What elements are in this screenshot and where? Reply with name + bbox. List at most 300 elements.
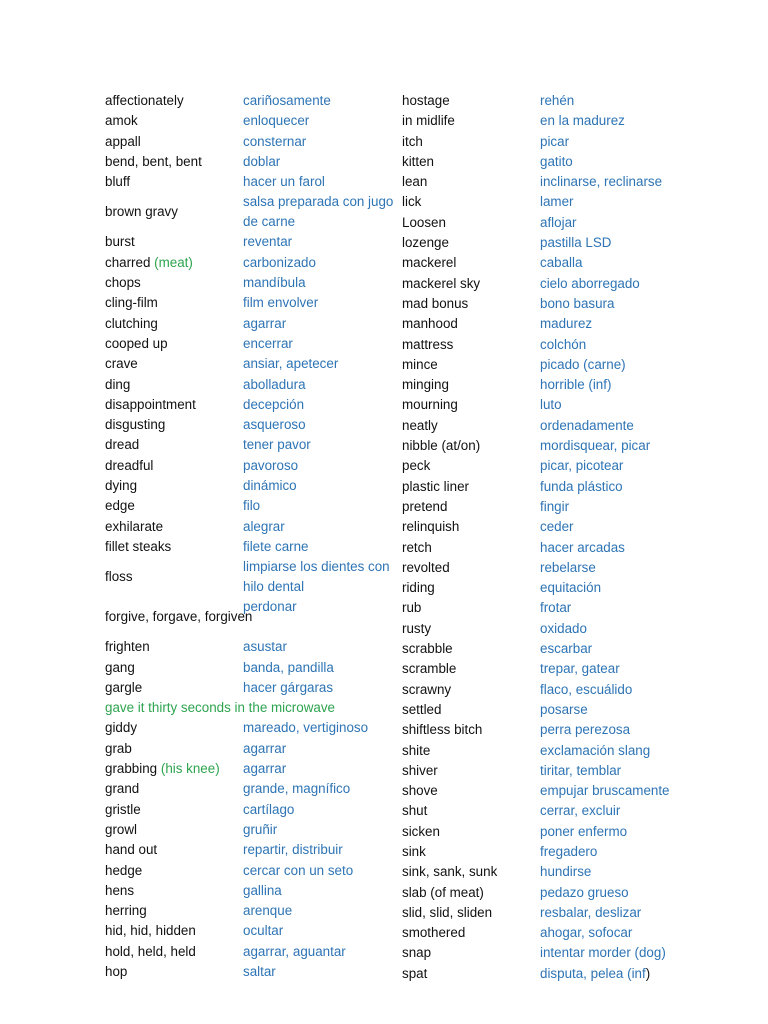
english-term bbox=[402, 659, 456, 679]
spanish-translation bbox=[540, 152, 573, 172]
spanish-translation bbox=[243, 718, 368, 738]
spanish-translation bbox=[243, 172, 325, 192]
spanish-translation bbox=[540, 903, 641, 923]
english-term bbox=[105, 820, 137, 840]
english-term-text: pretend bbox=[402, 498, 448, 514]
english-term-text: hand out bbox=[105, 842, 158, 858]
english-term bbox=[402, 801, 427, 821]
english-term bbox=[402, 152, 434, 172]
english-term-text: manhood bbox=[402, 316, 458, 332]
vocab-row bbox=[402, 720, 762, 740]
english-term bbox=[402, 720, 482, 740]
english-term-text: shite bbox=[402, 742, 431, 758]
spanish-translation-text: pastilla LSD bbox=[540, 235, 612, 251]
english-term-text: shiftless bitch bbox=[402, 722, 483, 738]
spanish-translation-text: alegrar bbox=[243, 518, 285, 534]
closing-paren: ) bbox=[645, 965, 651, 981]
spanish-translation-text: filete carne bbox=[243, 538, 309, 554]
english-term-text: brown gravy bbox=[105, 204, 178, 220]
english-term bbox=[105, 718, 137, 738]
spanish-translation bbox=[540, 111, 625, 131]
spanish-translation bbox=[540, 862, 591, 882]
english-term-text: rusty bbox=[402, 620, 432, 636]
english-term bbox=[105, 658, 135, 678]
spanish-translation-text: fregadero bbox=[540, 843, 598, 859]
english-term-text: spat bbox=[402, 965, 428, 981]
spanish-translation bbox=[540, 395, 562, 415]
spanish-translation-text: empujar bruscamente bbox=[540, 783, 670, 799]
english-term bbox=[105, 152, 202, 172]
spanish-translation bbox=[540, 822, 627, 842]
spanish-translation-text: reventar bbox=[243, 234, 293, 250]
spanish-translation bbox=[243, 537, 309, 557]
english-term-text: peck bbox=[402, 458, 431, 474]
spanish-translation bbox=[540, 416, 634, 436]
spanish-translation bbox=[540, 192, 573, 212]
spanish-translation-text: mandíbula bbox=[243, 275, 306, 291]
english-term-text: scrawny bbox=[402, 681, 452, 697]
spanish-translation bbox=[540, 456, 623, 476]
english-term bbox=[402, 822, 440, 842]
spanish-translation bbox=[243, 820, 277, 840]
english-term bbox=[105, 942, 196, 962]
spanish-translation bbox=[243, 901, 292, 921]
english-term bbox=[402, 274, 480, 294]
english-term bbox=[105, 232, 135, 252]
english-term-text: dread bbox=[105, 437, 140, 453]
english-term-text: grab bbox=[105, 740, 132, 756]
spanish-translation bbox=[540, 477, 623, 497]
english-term bbox=[402, 456, 430, 476]
spanish-translation bbox=[540, 314, 592, 334]
english-term-text: lean bbox=[402, 174, 428, 190]
english-term bbox=[105, 800, 141, 820]
english-term-text: revolted bbox=[402, 559, 450, 575]
english-term bbox=[402, 741, 430, 761]
english-term-text: sicken bbox=[402, 823, 440, 839]
vocab-row bbox=[402, 172, 762, 192]
spanish-translation-text: poner enfermo bbox=[540, 823, 628, 839]
spanish-translation bbox=[243, 840, 343, 860]
english-term-text: herring bbox=[105, 903, 147, 919]
vocab-row bbox=[402, 132, 762, 152]
spanish-translation-text: inclinarse, reclinarse bbox=[540, 174, 663, 190]
spanish-translation-text: lamer bbox=[540, 194, 574, 210]
spanish-translation-text: mordisquear, picar bbox=[540, 438, 651, 454]
vocab-row bbox=[402, 761, 762, 781]
english-term bbox=[402, 538, 432, 558]
spanish-translation bbox=[243, 800, 294, 820]
spanish-translation bbox=[243, 962, 276, 982]
english-term-text: disappointment bbox=[105, 396, 196, 412]
english-term bbox=[402, 375, 449, 395]
english-term-text: scramble bbox=[402, 661, 457, 677]
spanish-translation bbox=[243, 192, 403, 231]
spanish-translation-text: dinámico bbox=[243, 478, 297, 494]
vocab-row bbox=[402, 659, 762, 679]
vocab-row bbox=[402, 477, 762, 497]
spanish-translation bbox=[540, 355, 626, 375]
spanish-translation-text: aflojar bbox=[540, 214, 577, 230]
spanish-translation bbox=[540, 680, 632, 700]
spanish-translation-text: rehén bbox=[540, 93, 575, 108]
english-term-text: sink bbox=[402, 843, 426, 859]
spanish-translation-text: tiritar, temblar bbox=[540, 762, 622, 778]
english-term-text: minging bbox=[402, 377, 449, 393]
english-term bbox=[402, 680, 451, 700]
english-term-text: dreadful bbox=[105, 457, 154, 473]
vocab-row bbox=[402, 395, 762, 415]
spanish-translation bbox=[243, 658, 334, 678]
english-term-text: mince bbox=[402, 356, 438, 372]
vocab-row bbox=[402, 335, 762, 355]
vocab-row bbox=[402, 862, 762, 882]
spanish-translation bbox=[540, 578, 601, 598]
spanish-translation bbox=[540, 720, 630, 740]
english-term-text: exhilarate bbox=[105, 518, 164, 534]
spanish-translation-text: agarrar bbox=[243, 761, 287, 777]
context-note: (his knee) bbox=[160, 761, 220, 777]
spanish-translation bbox=[243, 132, 306, 152]
vocab-row bbox=[402, 842, 762, 862]
spanish-translation bbox=[243, 921, 283, 941]
spanish-translation-text: asustar bbox=[243, 639, 287, 655]
english-term bbox=[402, 923, 465, 943]
spanish-translation bbox=[243, 111, 309, 131]
english-term-text: smothered bbox=[402, 925, 466, 941]
vocabulary-column-right bbox=[402, 91, 762, 984]
spanish-translation-text: ahogar, sofocar bbox=[540, 925, 633, 941]
spanish-translation-text: cariñosamente bbox=[243, 93, 331, 108]
spanish-translation bbox=[243, 435, 311, 455]
english-term-text: clutching bbox=[105, 315, 158, 331]
vocab-row bbox=[402, 253, 762, 273]
english-term bbox=[402, 436, 480, 456]
english-term bbox=[402, 943, 431, 963]
spanish-translation-text: fingir bbox=[540, 498, 570, 514]
english-term bbox=[105, 314, 158, 334]
english-term bbox=[105, 698, 335, 718]
english-term-text: hop bbox=[105, 963, 128, 979]
spanish-translation-text: cercar con un seto bbox=[243, 862, 354, 878]
spanish-translation bbox=[540, 436, 650, 456]
spanish-translation bbox=[243, 232, 292, 252]
spanish-translation-text: perdonar bbox=[243, 599, 297, 615]
spanish-translation bbox=[243, 739, 286, 759]
english-term bbox=[105, 334, 168, 354]
vocab-row bbox=[402, 456, 762, 476]
english-term bbox=[402, 253, 456, 273]
english-term-text: hostage bbox=[402, 93, 450, 108]
english-term bbox=[105, 567, 133, 587]
spanish-translation-text: hundirse bbox=[540, 864, 592, 880]
english-term bbox=[402, 91, 450, 111]
spanish-translation bbox=[540, 842, 597, 862]
english-term-text: dying bbox=[105, 478, 138, 494]
spanish-translation-text: funda plástico bbox=[540, 478, 623, 494]
english-term-text: bend, bent, bent bbox=[105, 153, 202, 169]
spanish-translation bbox=[540, 761, 621, 781]
vocab-row bbox=[402, 619, 762, 639]
english-term bbox=[402, 639, 453, 659]
english-term-text: hid, hid, hidden bbox=[105, 923, 196, 939]
spanish-translation bbox=[540, 538, 625, 558]
english-term bbox=[402, 294, 468, 314]
english-term-text: neatly bbox=[402, 417, 438, 433]
english-term bbox=[402, 883, 484, 903]
english-term bbox=[105, 476, 137, 496]
spanish-translation-text: hacer gárgaras bbox=[243, 679, 334, 695]
spanish-translation-text: cielo aborregado bbox=[540, 275, 640, 291]
spanish-translation-text: cerrar, excluir bbox=[540, 803, 621, 819]
english-term-text: chops bbox=[105, 275, 141, 291]
english-term-text: snap bbox=[402, 945, 432, 961]
spanish-translation bbox=[243, 557, 403, 596]
spanish-translation bbox=[540, 253, 582, 273]
english-term bbox=[402, 233, 449, 253]
english-term-text: crave bbox=[105, 356, 138, 372]
spanish-translation-text: oxidado bbox=[540, 620, 587, 636]
english-term-text: growl bbox=[105, 821, 137, 837]
spanish-translation-text: agarrar bbox=[243, 315, 287, 331]
english-term-text: disgusting bbox=[105, 417, 166, 433]
vocab-row bbox=[402, 801, 762, 821]
spanish-translation-text: decepción bbox=[243, 396, 305, 412]
spanish-translation-text: salsa preparada con jugo de carne bbox=[243, 194, 394, 229]
english-term bbox=[105, 607, 252, 627]
spanish-translation bbox=[243, 496, 260, 516]
english-term-text: lozenge bbox=[402, 235, 449, 251]
spanish-translation bbox=[540, 598, 571, 618]
english-term bbox=[402, 517, 459, 537]
vocab-row bbox=[402, 517, 762, 537]
english-term bbox=[402, 700, 441, 720]
english-term bbox=[105, 91, 184, 111]
spanish-translation bbox=[540, 375, 611, 395]
spanish-translation bbox=[540, 801, 620, 821]
english-term-text: forgive, forgave, forgiven bbox=[105, 609, 253, 625]
english-term bbox=[105, 172, 130, 192]
english-term-text: gristle bbox=[105, 801, 141, 817]
spanish-translation bbox=[540, 294, 614, 314]
vocab-row bbox=[402, 416, 762, 436]
spanish-translation bbox=[540, 517, 574, 537]
vocab-row bbox=[402, 375, 762, 395]
spanish-translation-text: rebelarse bbox=[540, 559, 596, 575]
vocab-row bbox=[402, 822, 762, 842]
english-term-text: frighten bbox=[105, 639, 150, 655]
spanish-translation bbox=[243, 456, 298, 476]
vocab-row bbox=[402, 781, 762, 801]
spanish-translation-text: gruñir bbox=[243, 821, 278, 837]
english-term-text: ding bbox=[105, 376, 131, 392]
english-term-text: plastic liner bbox=[402, 478, 469, 494]
english-term-text: mattress bbox=[402, 336, 454, 352]
spanish-translation bbox=[243, 881, 282, 901]
spanish-translation-text: ceder bbox=[540, 519, 574, 535]
spanish-translation bbox=[243, 314, 286, 334]
spanish-translation-text: picar bbox=[540, 133, 570, 149]
spanish-translation bbox=[540, 883, 629, 903]
spanish-translation-text: tener pavor bbox=[243, 437, 311, 453]
spanish-translation-text: equitación bbox=[540, 580, 602, 596]
english-term-text: mourning bbox=[402, 397, 458, 413]
english-term-text: amok bbox=[105, 113, 138, 129]
spanish-translation bbox=[243, 678, 333, 698]
vocab-row bbox=[402, 294, 762, 314]
english-term bbox=[402, 781, 438, 801]
english-term bbox=[402, 761, 438, 781]
vocab-row bbox=[402, 538, 762, 558]
spanish-translation-text: agarrar bbox=[243, 740, 287, 756]
spanish-translation-text: saltar bbox=[243, 963, 276, 979]
spanish-translation-text: gatito bbox=[540, 153, 573, 169]
spanish-translation-text: bono basura bbox=[540, 295, 615, 311]
spanish-translation bbox=[243, 779, 350, 799]
spanish-translation bbox=[540, 964, 650, 984]
vocab-row bbox=[402, 700, 762, 720]
english-term-text: scrabble bbox=[402, 641, 453, 657]
vocab-row bbox=[402, 558, 762, 578]
vocab-row bbox=[402, 903, 762, 923]
spanish-translation bbox=[243, 517, 285, 537]
english-term bbox=[105, 921, 196, 941]
english-term bbox=[105, 395, 196, 415]
spanish-translation-text: hacer arcadas bbox=[540, 539, 625, 555]
english-term bbox=[402, 862, 497, 882]
spanish-translation bbox=[243, 375, 306, 395]
english-term bbox=[105, 678, 142, 698]
spanish-translation bbox=[540, 233, 611, 253]
english-term bbox=[105, 840, 157, 860]
spanish-translation-text: repartir, distribuir bbox=[243, 842, 343, 858]
english-term-text: bluff bbox=[105, 174, 131, 190]
english-term-text: retch bbox=[402, 539, 432, 555]
spanish-translation-text: disputa, pelea (inf bbox=[540, 965, 646, 981]
spanish-translation-text: agarrar, aguantar bbox=[243, 943, 346, 959]
english-term bbox=[402, 213, 446, 233]
spanish-translation-text: escarbar bbox=[540, 641, 593, 657]
spanish-translation bbox=[540, 91, 574, 111]
spanish-translation-text: consternar bbox=[243, 133, 307, 149]
english-term bbox=[105, 111, 138, 131]
spanish-translation-text: pavoroso bbox=[243, 457, 299, 473]
vocab-row bbox=[402, 741, 762, 761]
english-term-text: sink, sank, sunk bbox=[402, 864, 498, 880]
spanish-translation-text: filo bbox=[243, 498, 261, 514]
english-term bbox=[105, 901, 147, 921]
spanish-translation-text: film envolver bbox=[243, 295, 319, 311]
english-term bbox=[105, 739, 132, 759]
english-term bbox=[105, 293, 158, 313]
vocab-row bbox=[402, 943, 762, 963]
vocab-row bbox=[402, 91, 762, 111]
vocab-row bbox=[402, 274, 762, 294]
english-term bbox=[402, 558, 450, 578]
english-term bbox=[105, 132, 141, 152]
english-term-text: appall bbox=[105, 133, 141, 149]
spanish-translation-text: horrible (inf) bbox=[540, 377, 612, 393]
spanish-translation-text: carbonizado bbox=[243, 254, 316, 270]
spanish-translation-text: abolladura bbox=[243, 376, 306, 392]
english-term bbox=[402, 395, 458, 415]
vocab-row bbox=[402, 111, 762, 131]
spanish-translation bbox=[243, 253, 316, 273]
english-term-text: settled bbox=[402, 701, 442, 717]
english-term bbox=[105, 375, 130, 395]
spanish-translation bbox=[243, 395, 304, 415]
spanish-translation bbox=[540, 639, 592, 659]
spanish-translation-text: trepar, gatear bbox=[540, 661, 620, 677]
vocab-row bbox=[402, 497, 762, 517]
vocab-row bbox=[402, 680, 762, 700]
spanish-translation bbox=[243, 759, 286, 779]
english-term-text: riding bbox=[402, 580, 435, 596]
english-term-text: mackerel sky bbox=[402, 275, 481, 291]
vocab-row bbox=[402, 578, 762, 598]
spanish-translation-text: enloquecer bbox=[243, 113, 310, 129]
spanish-translation bbox=[540, 172, 662, 192]
english-term-text: lick bbox=[402, 194, 422, 210]
spanish-translation bbox=[243, 597, 403, 617]
spanish-translation-text: ocultar bbox=[243, 923, 284, 939]
vocab-row bbox=[402, 213, 762, 233]
spanish-translation-text: exclamación slang bbox=[540, 742, 651, 758]
spanish-translation-text: gallina bbox=[243, 882, 282, 898]
spanish-translation-text: resbalar, deslizar bbox=[540, 904, 642, 920]
english-term bbox=[105, 415, 165, 435]
spanish-translation-text: grande, magnífico bbox=[243, 781, 351, 797]
english-term bbox=[402, 964, 427, 984]
english-term-text: charred bbox=[105, 254, 151, 270]
english-term-text: itch bbox=[402, 133, 423, 149]
english-term-text: affectionately bbox=[105, 93, 184, 108]
spanish-translation-text: cartílago bbox=[243, 801, 295, 817]
spanish-translation-text: frotar bbox=[540, 600, 572, 616]
english-term-text: floss bbox=[105, 569, 133, 585]
spanish-translation-text: ansiar, apetecer bbox=[243, 356, 339, 372]
english-term-text: rub bbox=[402, 600, 422, 616]
english-term-text: cling-film bbox=[105, 295, 158, 311]
spanish-translation bbox=[540, 781, 670, 801]
english-term-text: in midlife bbox=[402, 113, 455, 129]
english-term-text: relinquish bbox=[402, 519, 460, 535]
spanish-translation-text: en la madurez bbox=[540, 113, 625, 129]
vocab-row bbox=[402, 598, 762, 618]
english-term-text: Loosen bbox=[402, 214, 446, 230]
english-term bbox=[105, 861, 142, 881]
english-term bbox=[402, 578, 435, 598]
english-term bbox=[105, 517, 163, 537]
spanish-translation-text: flaco, escuálido bbox=[540, 681, 633, 697]
spanish-translation bbox=[243, 91, 331, 111]
spanish-translation-text: colchón bbox=[540, 336, 587, 352]
english-term bbox=[402, 619, 431, 639]
english-term-text: cooped up bbox=[105, 335, 168, 351]
vocab-row bbox=[402, 883, 762, 903]
english-term bbox=[402, 192, 421, 212]
spanish-translation-text: pedazo grueso bbox=[540, 884, 629, 900]
english-term-text: gave it thirty seconds in the microwave bbox=[105, 700, 335, 716]
english-term bbox=[105, 962, 127, 982]
english-term-text: hens bbox=[105, 882, 135, 898]
spanish-translation bbox=[540, 497, 569, 517]
english-term-text: grand bbox=[105, 781, 140, 797]
spanish-translation bbox=[540, 274, 640, 294]
english-term-text: shut bbox=[402, 803, 428, 819]
spanish-translation bbox=[540, 700, 588, 720]
english-term-text: hedge bbox=[105, 862, 143, 878]
